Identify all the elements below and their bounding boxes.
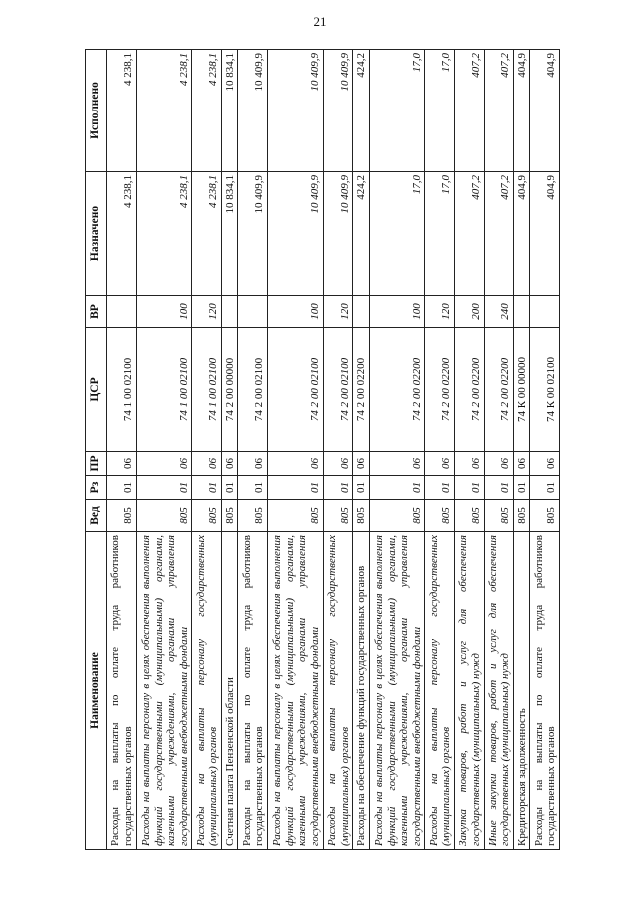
- row-rz: 01: [514, 476, 530, 500]
- row-name: Иные закупки товаров, работ и услуг для обеспечения государственных (муниципальных) нужд: [484, 532, 514, 850]
- row-rz: 01: [107, 476, 137, 500]
- header-executed: Исполнено: [86, 50, 107, 172]
- row-pr: 06: [238, 452, 268, 476]
- row-ved: 805: [353, 500, 369, 532]
- row-pr: 06: [136, 452, 192, 476]
- row-assigned: 404,9: [514, 172, 530, 296]
- row-pr: 06: [514, 452, 530, 476]
- row-vr: 100: [136, 296, 192, 328]
- row-csr: 74 2 00 02200: [455, 328, 485, 452]
- table-row: [238, 50, 268, 850]
- row-ved: 805: [238, 500, 268, 532]
- row-ved: 805: [267, 500, 323, 532]
- table-row: [514, 50, 530, 850]
- header-vr: ВР: [86, 296, 107, 328]
- row-name: Счетная палата Пензенской области: [221, 532, 237, 850]
- row-csr: 74 2 00 02100: [267, 328, 323, 452]
- row-csr: 74 2 00 02200: [425, 328, 455, 452]
- row-ved: 805: [530, 500, 560, 532]
- row-name: Расходы на выплаты персоналу государственных (муниципальных) органов: [192, 532, 222, 850]
- row-rz: 01: [192, 476, 222, 500]
- row-vr: [107, 296, 137, 328]
- row-assigned: 407,2: [455, 172, 485, 296]
- table-row: [323, 50, 353, 850]
- row-pr: 06: [192, 452, 222, 476]
- table-row: [369, 50, 425, 850]
- row-csr: 74 2 00 02100: [323, 328, 353, 452]
- row-csr: 74 К 00 00000: [514, 328, 530, 452]
- table-row: [107, 50, 137, 850]
- row-ved: 805: [192, 500, 222, 532]
- table-row: [484, 50, 514, 850]
- row-name: Расходы на выплаты по оплате труда работников государственных органов: [238, 532, 268, 850]
- row-executed: 10 409,9: [323, 50, 353, 172]
- row-pr: 06: [425, 452, 455, 476]
- row-executed: 404,9: [514, 50, 530, 172]
- row-ved: 805: [455, 500, 485, 532]
- row-vr: 120: [323, 296, 353, 328]
- row-vr: 100: [369, 296, 425, 328]
- row-executed: 10 409,9: [267, 50, 323, 172]
- rotated-table-container: [85, 50, 560, 850]
- row-executed: 407,2: [455, 50, 485, 172]
- row-ved: 805: [136, 500, 192, 532]
- row-csr: 74 2 00 00000: [221, 328, 237, 452]
- table-row: [530, 50, 560, 850]
- row-pr: 06: [323, 452, 353, 476]
- page-number: 21: [313, 14, 327, 29]
- row-executed: 404,9: [530, 50, 560, 172]
- row-assigned: 424,2: [353, 172, 369, 296]
- row-executed: 4 238,1: [192, 50, 222, 172]
- row-name: Расходы на выплаты персоналу в целях обеспечения выполнения функций государственными (муниципальными) органами, казенными учреждениями, органами управления государственными внебюджетными фондами: [267, 532, 323, 850]
- row-pr: 06: [353, 452, 369, 476]
- row-vr: [514, 296, 530, 328]
- row-executed: 10 834,1: [221, 50, 237, 172]
- header-pr: ПР: [86, 452, 107, 476]
- row-vr: [221, 296, 237, 328]
- row-executed: 10 409,9: [238, 50, 268, 172]
- row-assigned: 4 238,1: [107, 172, 137, 296]
- row-ved: 805: [107, 500, 137, 532]
- row-ved: 805: [221, 500, 237, 532]
- row-assigned: 10 834,1: [221, 172, 237, 296]
- row-vr: 240: [484, 296, 514, 328]
- row-executed: 4 238,1: [136, 50, 192, 172]
- row-csr: 74 1 00 02100: [136, 328, 192, 452]
- table-row: [221, 50, 237, 850]
- row-name: Расходы на выплаты персоналу в целях обеспечения выполнения функций государственными (муниципальными) органами, казенными учреждениями, органами управления государственными внебюджетными фондами: [136, 532, 192, 850]
- row-ved: 805: [514, 500, 530, 532]
- row-vr: [353, 296, 369, 328]
- row-assigned: 4 238,1: [192, 172, 222, 296]
- row-name: Расходы на выплаты по оплате труда работников государственных органов: [530, 532, 560, 850]
- row-executed: 407,2: [484, 50, 514, 172]
- row-csr: 74 2 00 02200: [369, 328, 425, 452]
- row-pr: 06: [107, 452, 137, 476]
- row-assigned: 10 409,9: [267, 172, 323, 296]
- row-name: Расходы на выплаты персоналу государственных (муниципальных) органов: [323, 532, 353, 850]
- row-ved: 805: [369, 500, 425, 532]
- table-row: [192, 50, 222, 850]
- row-ved: 805: [425, 500, 455, 532]
- rotated-table-area: [85, 50, 560, 850]
- row-rz: 01: [425, 476, 455, 500]
- row-vr: [530, 296, 560, 328]
- row-rz: 01: [484, 476, 514, 500]
- row-name: Расходы на выплаты персоналу в целях обеспечения выполнения функций государственными (муниципальными) органами, казенными учреждениями, органами управления государственными внебюджетными фондами: [369, 532, 425, 850]
- table-row: [353, 50, 369, 850]
- row-csr: 74 К 00 02100: [530, 328, 560, 452]
- row-assigned: 10 409,9: [238, 172, 268, 296]
- row-pr: 06: [221, 452, 237, 476]
- row-assigned: 407,2: [484, 172, 514, 296]
- row-rz: 01: [369, 476, 425, 500]
- table-row: [136, 50, 192, 850]
- row-rz: 01: [353, 476, 369, 500]
- header-csr: ЦСР: [86, 328, 107, 452]
- row-csr: 74 2 00 02200: [353, 328, 369, 452]
- row-assigned: 17,0: [369, 172, 425, 296]
- row-executed: 17,0: [425, 50, 455, 172]
- row-pr: 06: [484, 452, 514, 476]
- header-assigned: Назначено: [86, 172, 107, 296]
- header-name: Наименование: [86, 532, 107, 850]
- row-rz: 01: [455, 476, 485, 500]
- row-vr: 120: [192, 296, 222, 328]
- row-assigned: 17,0: [425, 172, 455, 296]
- row-ved: 805: [484, 500, 514, 532]
- row-vr: [238, 296, 268, 328]
- row-pr: 06: [455, 452, 485, 476]
- row-rz: 01: [530, 476, 560, 500]
- row-vr: 100: [267, 296, 323, 328]
- row-executed: 4 238,1: [107, 50, 137, 172]
- row-name: Расходы на выплаты персоналу государственных (муниципальных) органов: [425, 532, 455, 850]
- row-executed: 17,0: [369, 50, 425, 172]
- table-row: [455, 50, 485, 850]
- row-vr: 120: [425, 296, 455, 328]
- header-rz: Рз: [86, 476, 107, 500]
- row-csr: 74 2 00 02200: [484, 328, 514, 452]
- row-pr: 06: [530, 452, 560, 476]
- row-csr: 74 1 00 02100: [192, 328, 222, 452]
- row-name: Расходы на выплаты по оплате труда работников государственных органов: [107, 532, 137, 850]
- header-ved: Вед: [86, 500, 107, 532]
- row-rz: 01: [323, 476, 353, 500]
- table-row: [267, 50, 323, 850]
- row-assigned: 10 409,9: [323, 172, 353, 296]
- row-csr: 74 1 00 02100: [107, 328, 137, 452]
- row-name: Кредиторская задолженность: [514, 532, 530, 850]
- row-rz: 01: [267, 476, 323, 500]
- row-name: Расходы на обеспечение функций государственных органов: [353, 532, 369, 850]
- row-ved: 805: [323, 500, 353, 532]
- row-vr: 200: [455, 296, 485, 328]
- row-rz: 01: [136, 476, 192, 500]
- table-row: [425, 50, 455, 850]
- row-pr: 06: [369, 452, 425, 476]
- row-assigned: 4 238,1: [136, 172, 192, 296]
- table-header-row: [86, 50, 107, 850]
- budget-table: [85, 49, 560, 850]
- row-rz: 01: [221, 476, 237, 500]
- row-csr: 74 2 00 02100: [238, 328, 268, 452]
- row-executed: 424,2: [353, 50, 369, 172]
- row-name: Закупка товаров, работ и услуг для обеспечения государственных (муниципальных) нужд: [455, 532, 485, 850]
- row-pr: 06: [267, 452, 323, 476]
- row-assigned: 404,9: [530, 172, 560, 296]
- row-rz: 01: [238, 476, 268, 500]
